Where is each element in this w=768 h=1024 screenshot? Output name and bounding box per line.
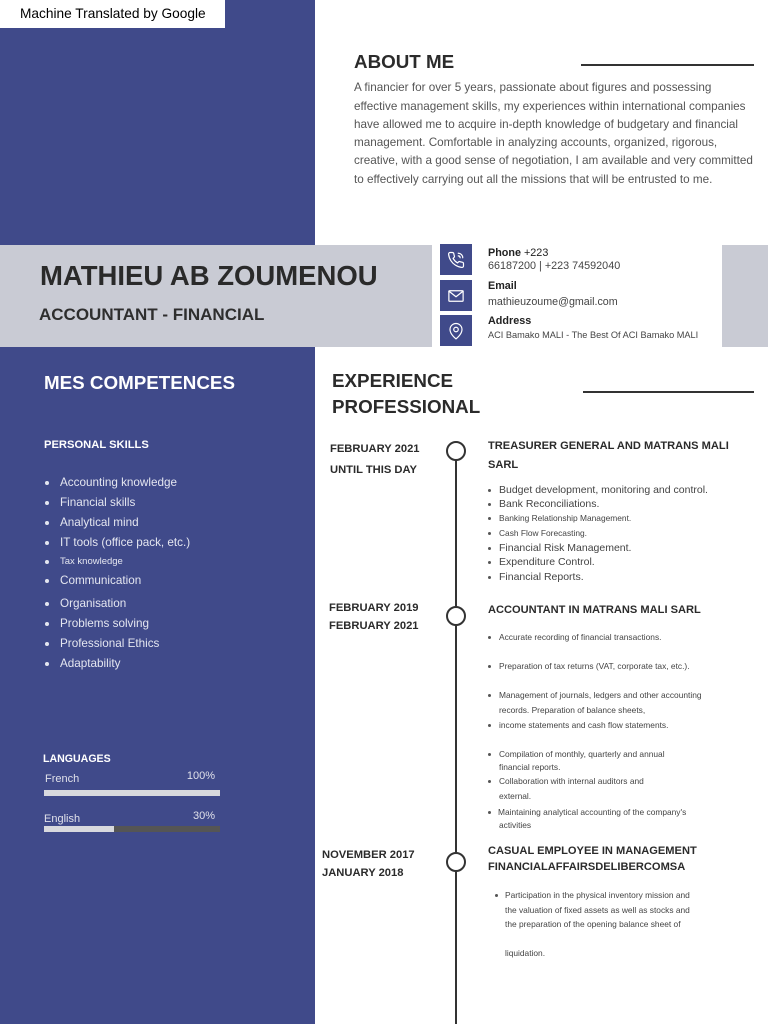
timeline-node (446, 606, 466, 626)
bullet-icon (45, 642, 49, 646)
experience-title: SARL (488, 458, 519, 471)
phone-icon (447, 251, 465, 269)
experience-bullet-continued: liquidation. (505, 947, 546, 958)
person-name: MATHIEU AB ZOUMENOU (40, 260, 378, 291)
experience-bullet: Expenditure Control. (499, 555, 595, 568)
email-icon-box (440, 280, 472, 311)
experience-bullet: Management of journals, ledgers and other accounting (499, 689, 702, 700)
skill-item: IT tools (office pack, etc.) (60, 536, 191, 550)
name-band-right (722, 245, 768, 347)
about-line: creative, with a good sense of negotiation, I am available and very committed (354, 154, 753, 168)
phone-prefix: +223 (524, 246, 549, 259)
bullet-icon (45, 662, 49, 666)
bullet-icon (488, 694, 491, 697)
translation-banner-text: Machine Translated by Google (20, 6, 206, 22)
bullet-icon (488, 489, 491, 492)
about-line: effective management skills, my experiences within international companies (354, 99, 746, 113)
experience-title: CASUAL EMPLOYEE IN MANAGEMENT (488, 844, 697, 857)
skill-item: Accounting knowledge (60, 476, 177, 490)
skill-item: Professional Ethics (60, 637, 160, 651)
bullet-icon (488, 576, 491, 579)
experience-bullet: Financial Risk Management. (499, 541, 632, 554)
experience-date: NOVEMBER 2017 (322, 849, 415, 862)
language-bar-fill (44, 826, 114, 832)
bullet-icon (45, 560, 49, 564)
location-icon (447, 322, 465, 340)
about-heading-rule (581, 64, 754, 66)
address-label: Address (488, 314, 532, 327)
experience-title: ACCOUNTANT IN MATRANS MALI SARL (488, 603, 701, 616)
experience-date: JANUARY 2018 (322, 867, 404, 880)
bullet-icon (488, 561, 491, 564)
experience-bullet: Maintaining analytical accounting of the company's (498, 806, 687, 817)
skill-item: Tax knowledge (60, 556, 123, 568)
experience-title: FINANCIALAFFAIRSDELIBERCOMSA (488, 860, 686, 873)
bullet-icon (45, 501, 49, 505)
about-heading: ABOUT ME (354, 50, 455, 72)
bullet-icon (45, 481, 49, 485)
bullet-icon (488, 811, 491, 814)
bullet-icon (488, 517, 491, 520)
experience-bullet-continued: the valuation of fixed assets as well as stocks and (505, 904, 690, 915)
phone-row (488, 248, 548, 259)
languages-heading: LANGUAGES (43, 752, 111, 765)
skill-item: Adaptability (60, 657, 121, 671)
about-line: A financier for over 5 years, passionate about figures and possessing (354, 81, 712, 95)
about-line: have allowed me to acquire in-depth knowledge of budgetary and financial (354, 118, 738, 132)
bullet-icon (495, 894, 498, 897)
skill-item: Communication (60, 574, 142, 588)
experience-heading-rule (583, 391, 754, 393)
language-bar (44, 826, 220, 832)
skill-item: Analytical mind (60, 516, 139, 530)
bullet-icon (488, 503, 491, 506)
bullet-icon (488, 665, 491, 668)
experience-date: UNTIL THIS DAY (330, 464, 418, 477)
bullet-icon (45, 602, 49, 606)
experience-bullet: Budget development, monitoring and control. (499, 483, 708, 496)
bullet-icon (488, 724, 491, 727)
skills-heading: MES COMPETENCES (44, 371, 235, 393)
language-name: English (44, 812, 81, 825)
personal-skills-heading: PERSONAL SKILLS (44, 439, 149, 452)
experience-heading: EXPERIENCE (332, 369, 454, 391)
bullet-icon (488, 636, 491, 639)
about-line: to effectively carrying out all the missions that will be entrusted to me. (354, 172, 713, 186)
experience-bullet: Participation in the physical inventory mission and (505, 889, 690, 900)
experience-date: FEBRUARY 2021 (330, 443, 420, 456)
skill-item: Problems solving (60, 617, 149, 631)
experience-bullet: Bank Reconciliations. (499, 497, 600, 510)
sidebar-background (0, 0, 315, 1024)
timeline-node (446, 441, 466, 461)
experience-bullet: Compilation of monthly, quarterly and annual (499, 748, 665, 759)
experience-bullet: Collaboration with internal auditors and (499, 775, 644, 786)
experience-bullet-continued: the preparation of the opening balance sheet of (505, 918, 681, 929)
experience-bullet: Cash Flow Forecasting. (499, 527, 587, 538)
language-bar-fill (44, 790, 220, 796)
language-level: 30% (192, 809, 215, 822)
bullet-icon (488, 532, 491, 535)
experience-heading: PROFESSIONAL (332, 395, 481, 417)
language-name: French (45, 772, 80, 785)
about-line: management. Comfortable in analyzing accounts, organized, rigorous, (354, 136, 718, 150)
bullet-icon (488, 547, 491, 550)
experience-title: TREASURER GENERAL AND MATRANS MALI (488, 439, 729, 452)
bullet-icon (45, 579, 49, 583)
experience-bullet-continued: records. Preparation of balance sheets, (499, 704, 646, 715)
experience-bullet-continued: external. (499, 790, 532, 801)
timeline-line (455, 451, 457, 1024)
email-label: Email (488, 279, 517, 292)
bullet-icon (45, 521, 49, 525)
location-icon-box (440, 315, 472, 346)
phone-numbers: 66187200 | +223 74592040 (488, 259, 621, 272)
experience-bullet: Accurate recording of financial transactions. (499, 631, 662, 642)
language-level: 100% (186, 769, 215, 782)
experience-bullet-continued: financial reports. (499, 761, 561, 772)
skill-item: Organisation (60, 597, 127, 611)
bullet-icon (488, 780, 491, 783)
experience-bullet: Financial Reports. (499, 570, 584, 583)
address-value: ACI Bamako MALI - The Best Of ACI Bamako MALI (488, 330, 699, 341)
experience-bullet-continued: activities (499, 819, 532, 830)
timeline-node (446, 852, 466, 872)
email-value: mathieuzoume@gmail.com (488, 295, 618, 308)
phone-icon-box (440, 244, 472, 275)
experience-bullet: Banking Relationship Management. (499, 512, 632, 523)
experience-date: FEBRUARY 2019 (329, 602, 419, 615)
job-title: ACCOUNTANT - FINANCIAL (39, 304, 265, 324)
bullet-icon (488, 753, 491, 756)
language-bar (44, 790, 220, 796)
skill-item: Financial skills (60, 496, 136, 510)
bullet-icon (45, 622, 49, 626)
phone-label: Phone (488, 246, 521, 259)
bullet-icon (45, 541, 49, 545)
experience-bullet: Preparation of tax returns (VAT, corporate tax, etc.). (499, 660, 690, 671)
experience-date: FEBRUARY 2021 (329, 620, 419, 633)
experience-bullet: income statements and cash flow statements. (499, 719, 669, 730)
email-icon (447, 287, 465, 305)
